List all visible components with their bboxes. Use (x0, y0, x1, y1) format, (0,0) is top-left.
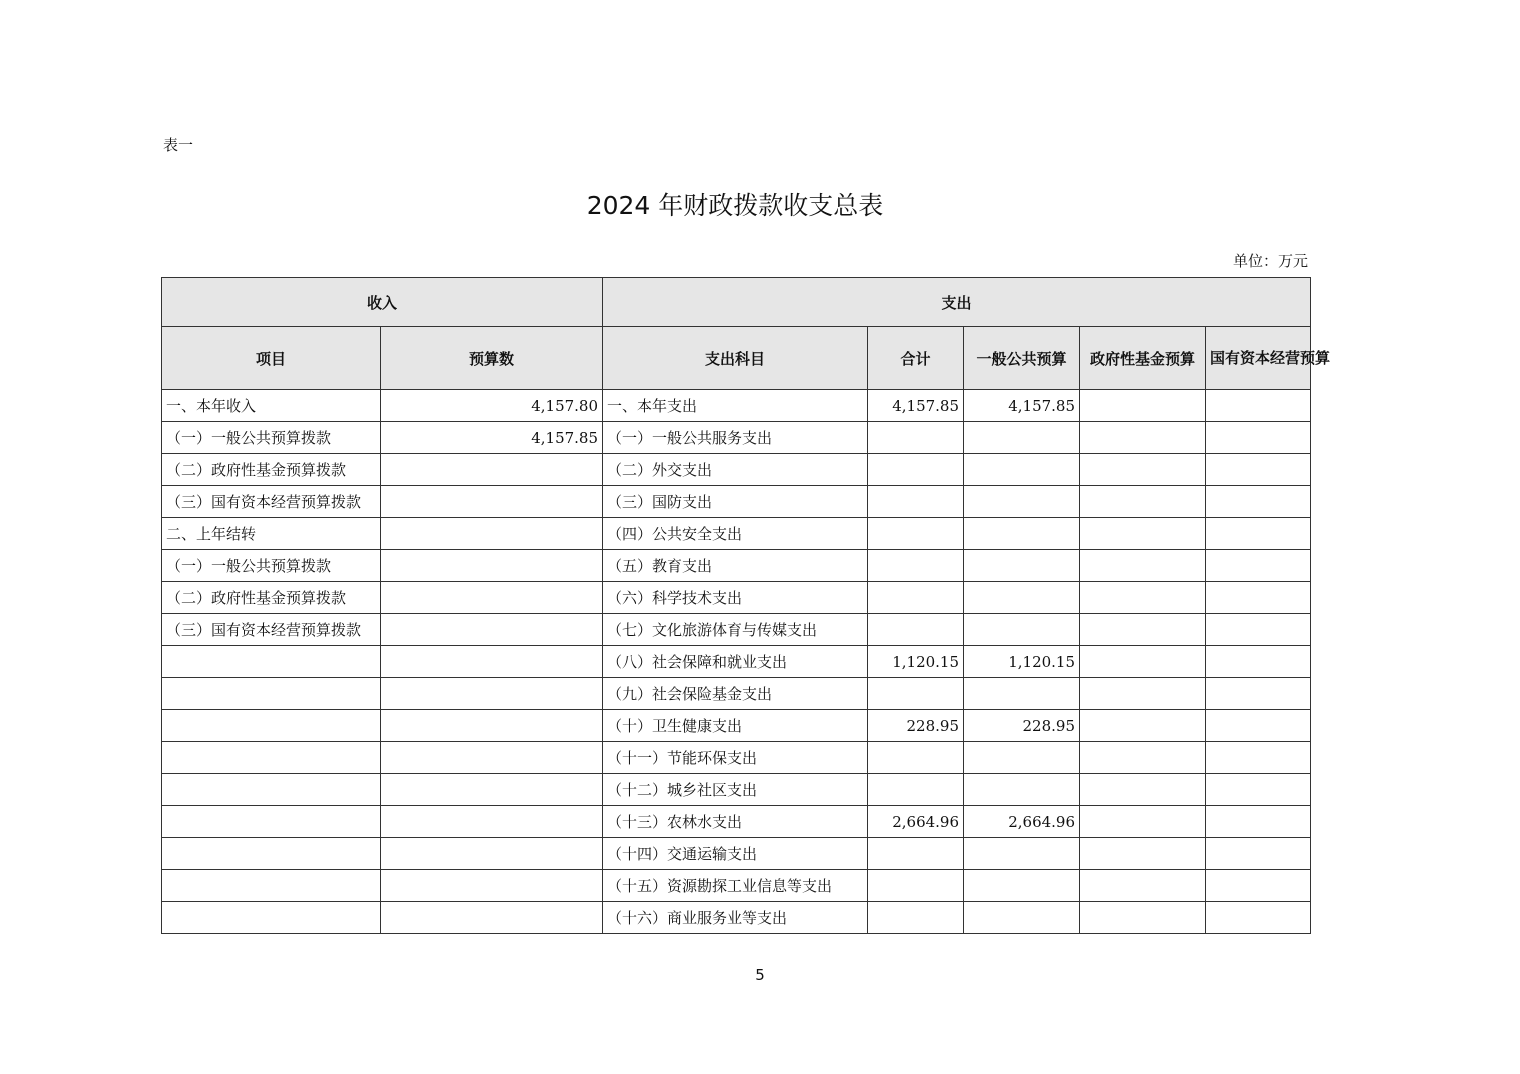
income-item-cell: （一）一般公共预算拨款 (162, 550, 381, 582)
income-amount-cell (381, 742, 603, 774)
gov-fund-cell (1080, 614, 1206, 646)
expense-subject-cell: （十五）资源勘探工业信息等支出 (603, 870, 868, 902)
state-capital-cell (1206, 582, 1311, 614)
general-budget-cell: 228.95 (964, 710, 1080, 742)
state-capital-cell (1206, 550, 1311, 582)
expense-subject-cell: （十一）节能环保支出 (603, 742, 868, 774)
table-label: 表一 (163, 136, 194, 154)
gov-fund-cell (1080, 870, 1206, 902)
general-budget-cell (964, 742, 1080, 774)
gov-fund-cell (1080, 390, 1206, 422)
income-amount-cell (381, 806, 603, 838)
income-item-cell (162, 646, 381, 678)
state-capital-cell (1206, 806, 1311, 838)
table-row (162, 710, 1311, 742)
expense-subject-cell: （六）科学技术支出 (603, 582, 868, 614)
page-number: 5 (755, 966, 765, 984)
income-amount-cell (381, 710, 603, 742)
expense-subject-cell: 一、本年支出 (603, 390, 868, 422)
gov-fund-cell (1080, 454, 1206, 486)
table-row (162, 518, 1311, 550)
state-capital-cell (1206, 774, 1311, 806)
total-cell (868, 422, 964, 454)
state-capital-cell (1206, 710, 1311, 742)
expense-subject-cell: （十四）交通运输支出 (603, 838, 868, 870)
table-row (162, 486, 1311, 518)
table-row (162, 582, 1311, 614)
expense-subject-cell: （四）公共安全支出 (603, 518, 868, 550)
total-cell (868, 518, 964, 550)
table-row (162, 678, 1311, 710)
income-item-cell (162, 838, 381, 870)
state-capital-cell (1206, 390, 1311, 422)
total-cell (868, 582, 964, 614)
gov-fund-cell (1080, 678, 1206, 710)
income-item-cell: （二）政府性基金预算拨款 (162, 454, 381, 486)
general-budget-cell (964, 422, 1080, 454)
state-capital-cell (1206, 422, 1311, 454)
state-capital-cell (1206, 742, 1311, 774)
gov-fund-cell (1080, 838, 1206, 870)
general-budget-cell: 2,664.96 (964, 806, 1080, 838)
gov-fund-cell (1080, 518, 1206, 550)
general-budget-cell: 4,157.85 (964, 390, 1080, 422)
total-cell: 4,157.85 (868, 390, 964, 422)
income-amount-cell (381, 678, 603, 710)
unit-label: 单位：万元 (1232, 252, 1308, 270)
total-cell (868, 678, 964, 710)
state-capital-cell (1206, 486, 1311, 518)
total-cell: 2,664.96 (868, 806, 964, 838)
total-cell (868, 486, 964, 518)
table-row (162, 870, 1311, 902)
income-amount-cell (381, 486, 603, 518)
total-cell (868, 902, 964, 934)
state-capital-cell (1206, 454, 1311, 486)
income-item-cell (162, 742, 381, 774)
total-cell: 228.95 (868, 710, 964, 742)
general-budget-cell (964, 902, 1080, 934)
state-capital-cell (1206, 902, 1311, 934)
state-capital-header: 国有资本经营预算 (1206, 327, 1311, 390)
gov-fund-cell (1080, 806, 1206, 838)
total-header: 合计 (868, 327, 964, 390)
general-budget-cell (964, 870, 1080, 902)
general-budget-cell (964, 486, 1080, 518)
income-amount-cell (381, 902, 603, 934)
state-capital-cell (1206, 646, 1311, 678)
expense-subject-cell: （八）社会保障和就业支出 (603, 646, 868, 678)
income-item-cell (162, 710, 381, 742)
expense-subject-cell: （十三）农林水支出 (603, 806, 868, 838)
total-cell (868, 454, 964, 486)
gov-fund-cell (1080, 902, 1206, 934)
table-row (162, 646, 1311, 678)
income-amount-cell (381, 550, 603, 582)
header-row-sub (162, 327, 1311, 390)
header-row-top (162, 278, 1311, 327)
income-amount-cell (381, 614, 603, 646)
state-capital-cell (1206, 870, 1311, 902)
income-item-cell: （三）国有资本经营预算拨款 (162, 614, 381, 646)
general-budget-cell (964, 838, 1080, 870)
income-amount-cell: 4,157.85 (381, 422, 603, 454)
expense-subject-cell: （七）文化旅游体育与传媒支出 (603, 614, 868, 646)
income-item-cell (162, 774, 381, 806)
income-amount-cell (381, 518, 603, 550)
general-budget-cell (964, 550, 1080, 582)
expense-subject-cell: （五）教育支出 (603, 550, 868, 582)
general-budget-header: 一般公共预算 (964, 327, 1080, 390)
income-item-cell: （一）一般公共预算拨款 (162, 422, 381, 454)
income-item-cell (162, 678, 381, 710)
income-amount-cell (381, 870, 603, 902)
table-row (162, 838, 1311, 870)
total-cell (868, 550, 964, 582)
state-capital-cell (1206, 518, 1311, 550)
gov-fund-cell (1080, 582, 1206, 614)
table-row (162, 806, 1311, 838)
income-item-cell (162, 902, 381, 934)
expense-subject-cell: （十）卫生健康支出 (603, 710, 868, 742)
gov-fund-cell (1080, 710, 1206, 742)
item-header: 项目 (162, 327, 381, 390)
expense-subject-cell: （九）社会保险基金支出 (603, 678, 868, 710)
state-capital-cell (1206, 678, 1311, 710)
income-item-cell: 一、本年收入 (162, 390, 381, 422)
expense-subject-header: 支出科目 (603, 327, 868, 390)
income-amount-cell (381, 646, 603, 678)
income-item-cell: （二）政府性基金预算拨款 (162, 582, 381, 614)
table-row (162, 742, 1311, 774)
general-budget-cell: 1,120.15 (964, 646, 1080, 678)
page-title: 2024 年财政拨款收支总表 (586, 191, 884, 220)
total-cell (868, 838, 964, 870)
general-budget-cell (964, 454, 1080, 486)
state-capital-cell (1206, 614, 1311, 646)
income-amount-cell (381, 454, 603, 486)
gov-fund-cell (1080, 486, 1206, 518)
income-amount-cell (381, 582, 603, 614)
budget-amount-header: 预算数 (381, 327, 603, 390)
general-budget-cell (964, 518, 1080, 550)
expense-subject-cell: （三）国防支出 (603, 486, 868, 518)
income-amount-cell: 4,157.80 (381, 390, 603, 422)
table-row (162, 550, 1311, 582)
expenditure-header: 支出 (603, 278, 1311, 327)
table-row (162, 774, 1311, 806)
gov-fund-header: 政府性基金预算 (1080, 327, 1206, 390)
income-item-cell (162, 870, 381, 902)
gov-fund-cell (1080, 550, 1206, 582)
table-body (162, 390, 1311, 934)
table-row (162, 422, 1311, 454)
budget-table (161, 277, 1331, 934)
general-budget-cell (964, 582, 1080, 614)
table-row (162, 614, 1311, 646)
total-cell (868, 742, 964, 774)
gov-fund-cell (1080, 646, 1206, 678)
income-item-cell: 二、上年结转 (162, 518, 381, 550)
gov-fund-cell (1080, 422, 1206, 454)
expense-subject-cell: （一）一般公共服务支出 (603, 422, 868, 454)
general-budget-cell (964, 678, 1080, 710)
total-cell (868, 614, 964, 646)
income-item-cell: （三）国有资本经营预算拨款 (162, 486, 381, 518)
income-amount-cell (381, 838, 603, 870)
table-row (162, 390, 1311, 422)
expense-subject-cell: （十六）商业服务业等支出 (603, 902, 868, 934)
total-cell (868, 774, 964, 806)
income-item-cell (162, 806, 381, 838)
state-capital-cell (1206, 838, 1311, 870)
general-budget-cell (964, 614, 1080, 646)
income-amount-cell (381, 774, 603, 806)
total-cell: 1,120.15 (868, 646, 964, 678)
general-budget-cell (964, 774, 1080, 806)
gov-fund-cell (1080, 742, 1206, 774)
table-row (162, 902, 1311, 934)
table-row (162, 454, 1311, 486)
total-cell (868, 870, 964, 902)
income-header: 收入 (162, 278, 603, 327)
expense-subject-cell: （十二）城乡社区支出 (603, 774, 868, 806)
expense-subject-cell: （二）外交支出 (603, 454, 868, 486)
gov-fund-cell (1080, 774, 1206, 806)
